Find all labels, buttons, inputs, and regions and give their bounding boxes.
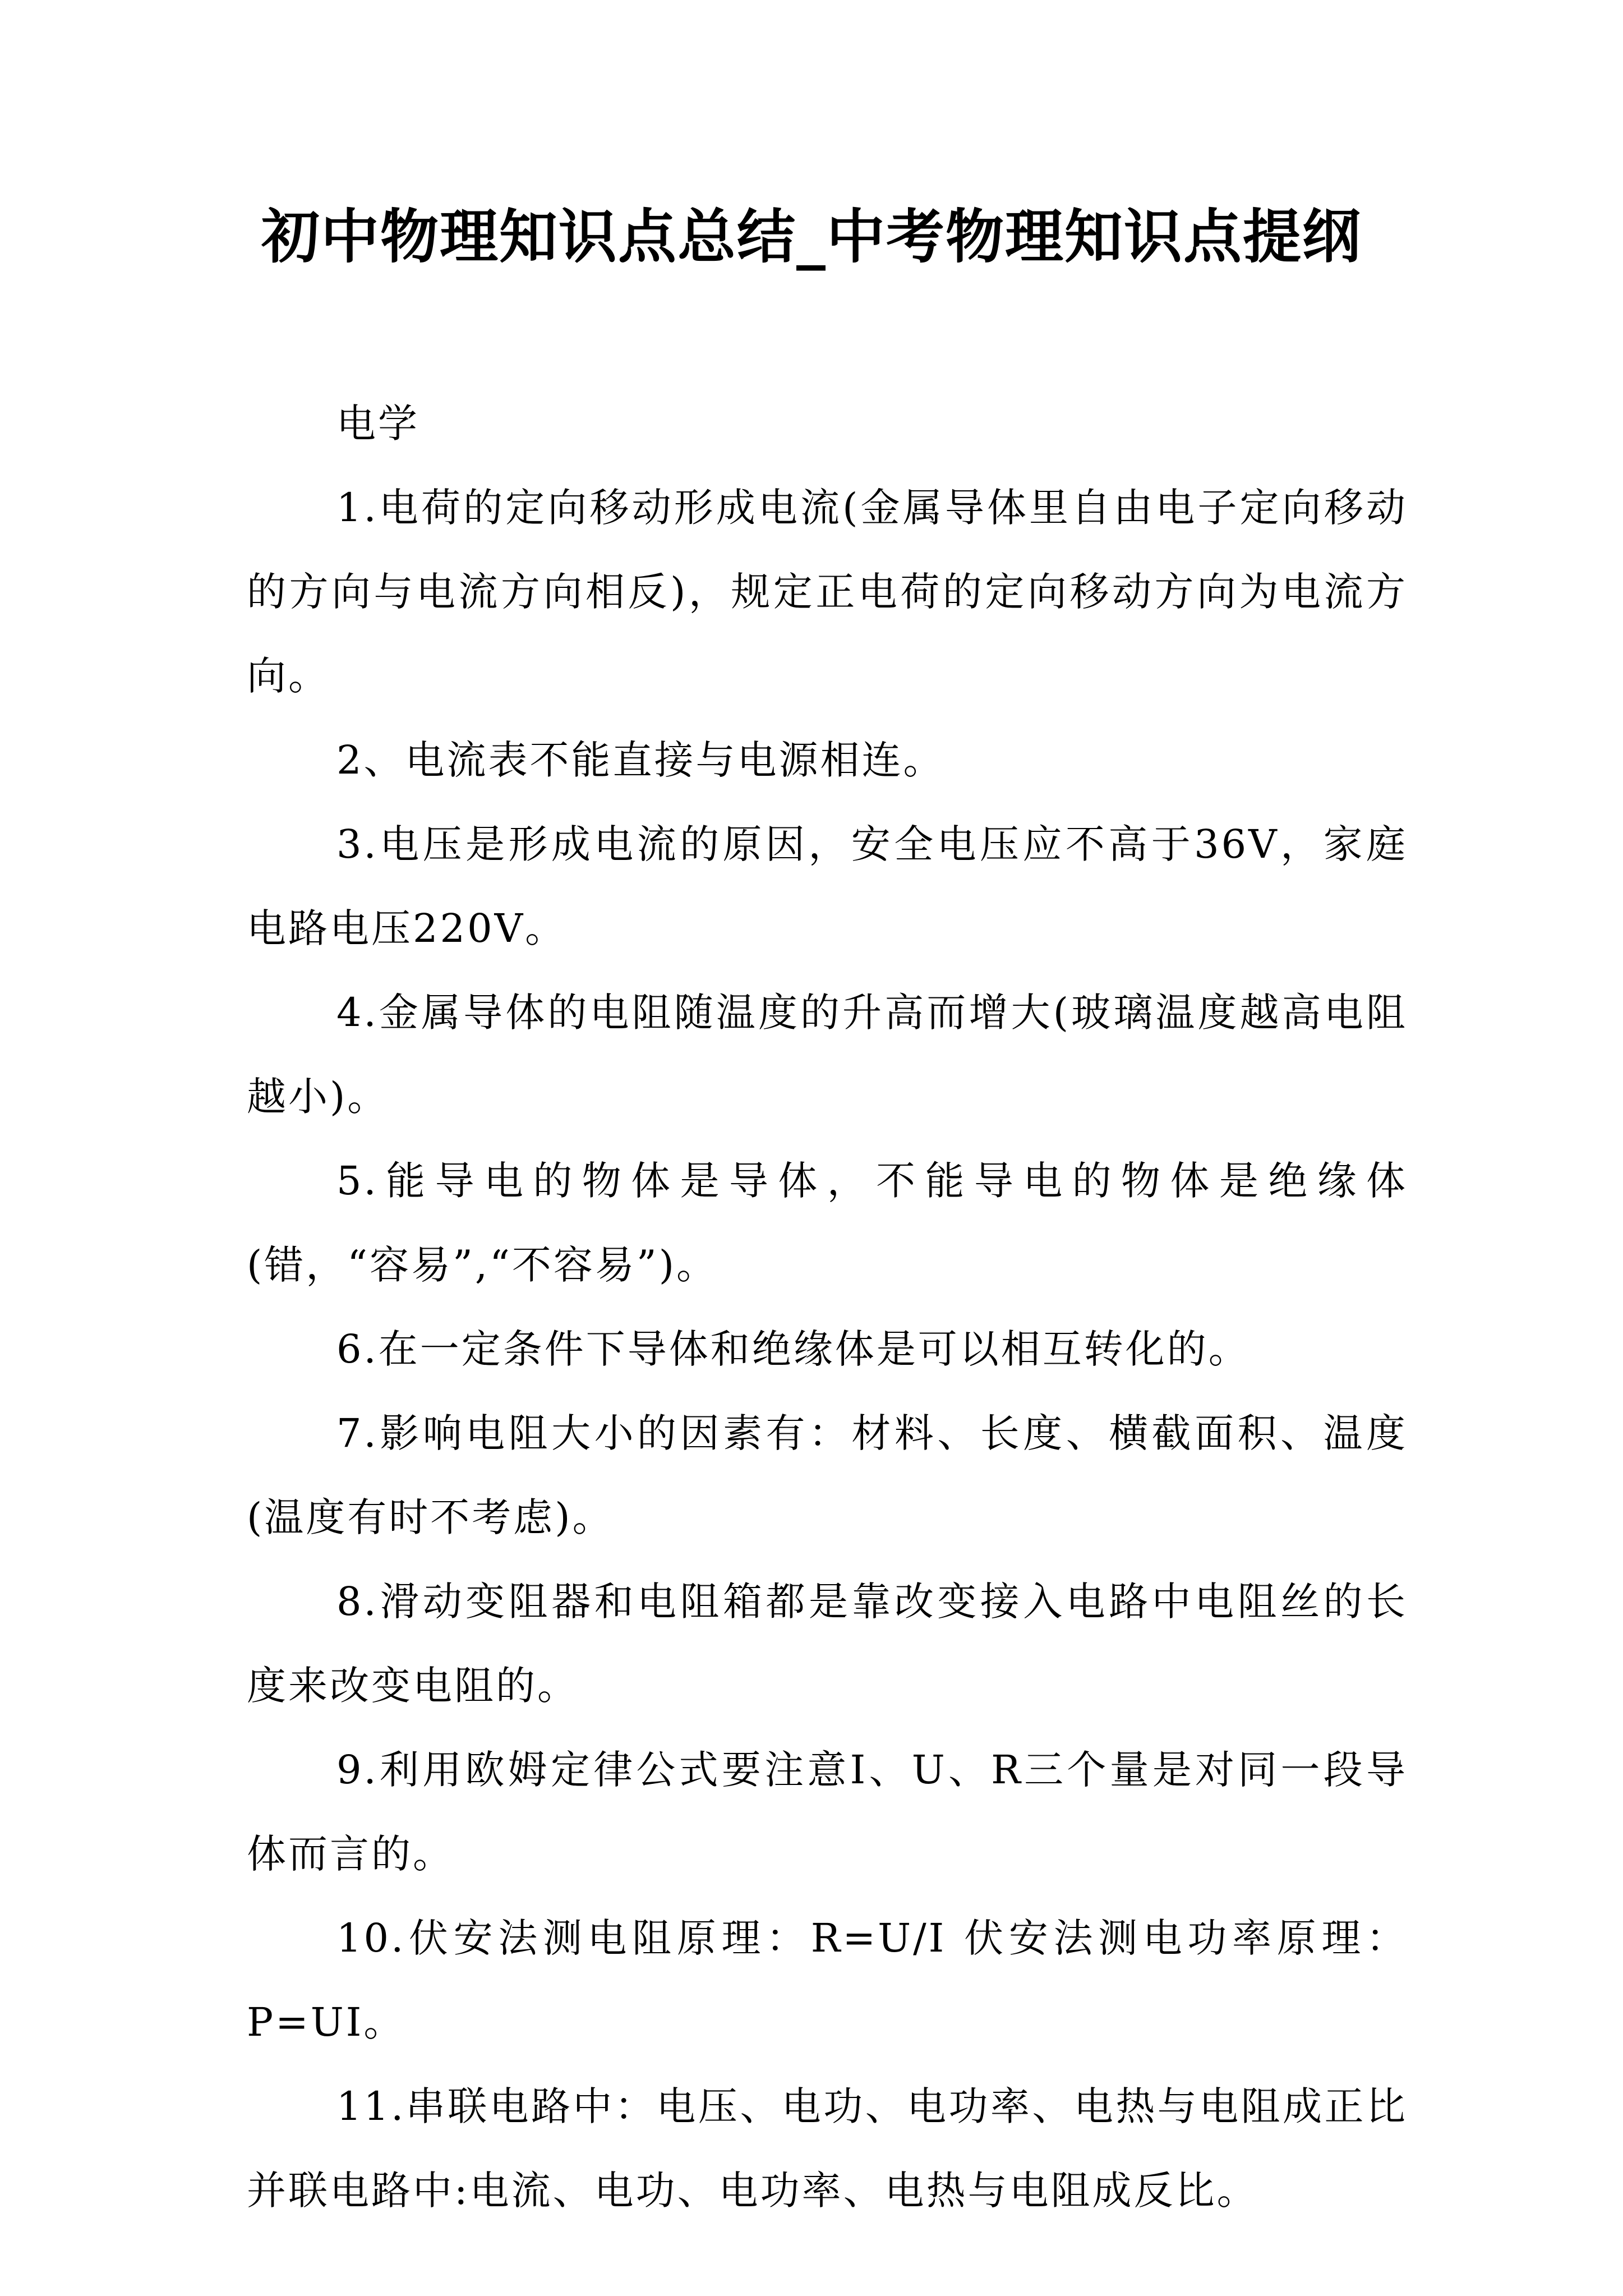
paragraph-9: 9.利用欧姆定律公式要注意I、U、R三个量是对同一段导体而言的。: [247, 1747, 1408, 1877]
paragraph-2: 2、电流表不能直接与电源相连。: [336, 737, 945, 783]
paragraph-8: 8.滑动变阻器和电阻箱都是靠改变接入电路中电阻丝的长度来改变电阻的。: [247, 1579, 1408, 1709]
paragraph-10: 10.伏安法测电阻原理：R=U/I 伏安法测电功率原理：P=UI。: [247, 1915, 1408, 2045]
paragraph-1: 1.电荷的定向移动形成电流(金属导体里自由电子定向移动的方向与电流方向相反)，规定正电荷的定向移动方向为电流方向。: [247, 485, 1408, 699]
document-title: 初中物理知识点总结_中考物理知识点提纲: [261, 202, 1362, 271]
paragraph-4: 4.金属导体的电阻随温度的升高而增大(玻璃温度越高电阻越小)。: [247, 990, 1408, 1120]
section-heading: 电学: [336, 401, 419, 447]
paragraph-5: 5.能导电的物体是导体，不能导电的物体是绝缘体(错，“容易”,“不容易”)。: [247, 1158, 1408, 1288]
paragraph-7: 7.影响电阻大小的因素有：材料、长度、横截面积、温度(温度有时不考虑)。: [247, 1410, 1408, 1540]
document-body: [247, 381, 1408, 2233]
paragraph-6: 6.在一定条件下导体和绝缘体是可以相互转化的。: [336, 1326, 1250, 1372]
paragraph-3: 3.电压是形成电流的原因，安全电压应不高于36V，家庭电路电压220V。: [247, 821, 1408, 951]
paragraph-11: 11.串联电路中：电压、电功、电功率、电热与电阻成正比并联电路中:电流、电功、电功率、电热与电阻成反比。: [247, 2083, 1408, 2214]
